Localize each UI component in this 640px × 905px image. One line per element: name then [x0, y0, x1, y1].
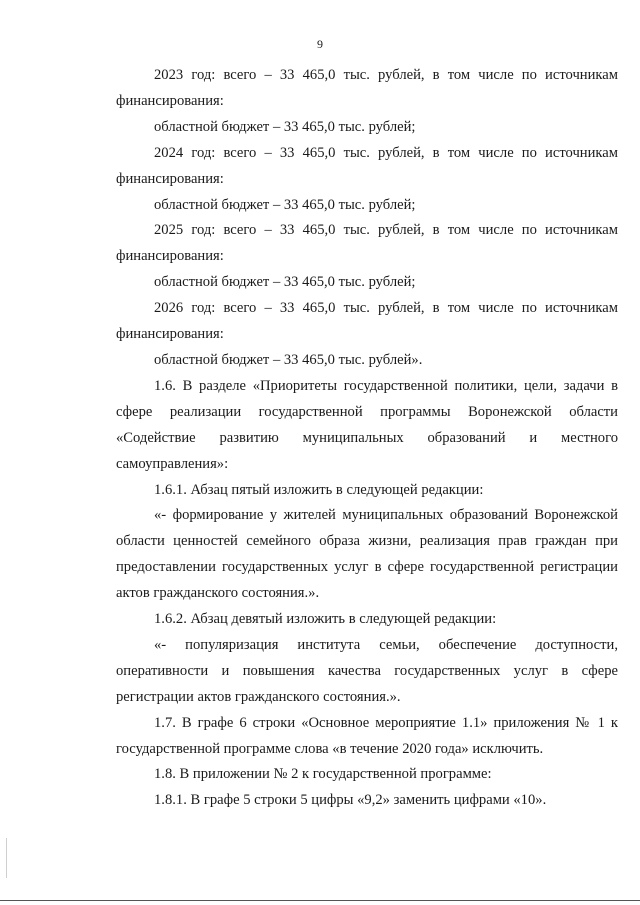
paragraph-section-1-6-2-text: «- популяризация института семьи, обеспечение доступности, оперативности и повышения качества государственных услуг в сфере регистрации актов гражданского состояния.». [116, 636, 618, 705]
paragraph-section-1-7: 1.7. В графе 6 строки «Основное мероприятие 1.1» приложения № 1 к государственной программе слова «в течение 2020 года» исключить. [116, 714, 618, 757]
scan-margin-mark [6, 838, 7, 878]
paragraph-2026-funding: 2026 год: всего – 33 465,0 тыс. рублей, в том числе по источникам финансирования: [116, 300, 618, 343]
paragraph-section-1-6: 1.6. В разделе «Приоритеты государственной политики, цели, задачи в сфере реализации государственной программы Воронежской области «Содействие развитию муниципальных образований и местного самоуправления»: [116, 377, 618, 472]
paragraph-2023-regional-budget: областной бюджет – 33 465,0 тыс. рублей; [154, 118, 416, 135]
paragraph-section-1-6-1: 1.6.1. Абзац пятый изложить в следующей редакции: [154, 481, 484, 498]
page-bottom-rule [0, 900, 640, 901]
paragraph-2023-funding: 2023 год: всего – 33 465,0 тыс. рублей, в том числе по источникам финансирования: [116, 67, 618, 109]
paragraph-section-1-6-2: 1.6.2. Абзац девятый изложить в следующей редакции: [154, 611, 497, 628]
paragraph-2024-funding: 2024 год: всего – 33 465,0 тыс. рублей, в том числе по источникам финансирования: [116, 144, 618, 187]
paragraph-2026-regional-budget: областной бюджет – 33 465,0 тыс. рублей». [154, 351, 423, 368]
document-body [116, 63, 618, 814]
paragraph-2025-funding: 2025 год: всего – 33 465,0 тыс. рублей, в том числе по источникам финансирования: [116, 222, 618, 265]
paragraph-section-1-8: 1.8. В приложении № 2 к государственной программе: [154, 766, 492, 783]
page-number: 9 [317, 37, 323, 51]
paragraph-2025-regional-budget: областной бюджет – 33 465,0 тыс. рублей; [154, 274, 416, 291]
paragraph-2024-regional-budget: областной бюджет – 33 465,0 тыс. рублей; [154, 196, 416, 213]
paragraph-section-1-8-1: 1.8.1. В графе 5 строки 5 цифры «9,2» заменить цифрами «10». [154, 792, 547, 809]
paragraph-section-1-6-1-text: «- формирование у жителей муниципальных образований Воронежской области ценностей семейного образа жизни, реализация прав граждан при предоставлении государственных услуг в сфере государственной регистрации актов гражданского состояния.». [116, 507, 618, 602]
